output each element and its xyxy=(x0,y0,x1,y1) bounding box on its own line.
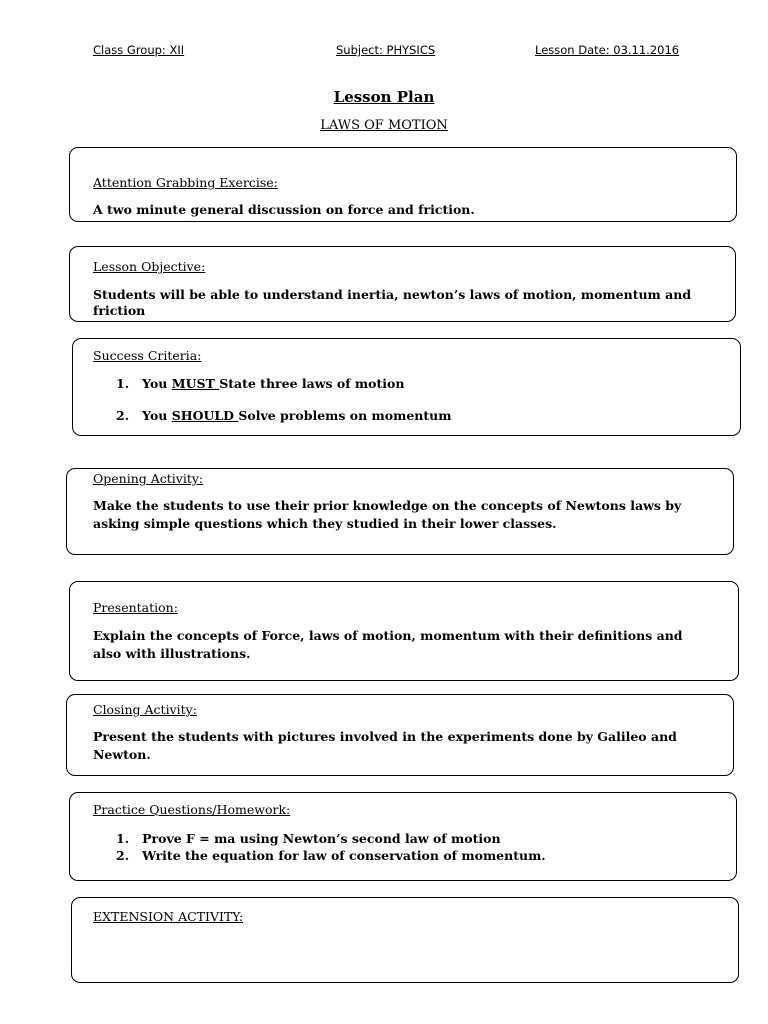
extension-heading: EXTENSION ACTIVITY: xyxy=(93,909,244,924)
presentation-box xyxy=(69,581,739,681)
list-number: 2. xyxy=(116,408,130,423)
success-box xyxy=(72,338,741,436)
opening-box xyxy=(66,468,734,555)
practice-box xyxy=(69,792,737,881)
practice-heading: Practice Questions/Homework: xyxy=(93,802,291,817)
practice-item-2 xyxy=(116,847,546,864)
lesson-date-label: Lesson Date: 03.11.2016 xyxy=(535,43,680,57)
presentation-text-line-2: also with illustrations. xyxy=(93,646,251,661)
attention-text: A two minute general discussion on force and friction. xyxy=(93,202,475,217)
list-number: 1. xyxy=(116,376,130,391)
practice-item-1 xyxy=(116,830,501,847)
attention-box xyxy=(69,147,737,222)
objective-text-line-1: Students will be able to understand inertia, newton’s laws of motion, momentum and xyxy=(93,287,692,302)
success-heading: Success Criteria: xyxy=(93,348,202,363)
practice-item-text: Write the equation for law of conservation of momentum. xyxy=(142,848,546,863)
practice-item-text: Prove F = ma using Newton’s second law of motion xyxy=(142,831,501,846)
list-number: 2. xyxy=(116,848,130,863)
objective-heading: Lesson Objective: xyxy=(93,259,206,274)
subject-label: Subject: PHYSICS xyxy=(336,43,436,57)
closing-box xyxy=(66,694,734,776)
success-item-2 xyxy=(116,407,451,424)
attention-heading: Attention Grabbing Exercise: xyxy=(93,175,278,190)
success-item-keyword: SHOULD xyxy=(171,408,235,423)
page-title: Lesson Plan xyxy=(333,88,435,106)
objective-text-line-2: friction xyxy=(93,303,146,318)
success-item-keyword: MUST xyxy=(171,376,215,391)
presentation-text-line-1: Explain the concepts of Force, laws of motion, momentum with their definitions and xyxy=(93,628,683,643)
closing-text-line-2: Newton. xyxy=(93,747,151,762)
presentation-heading: Presentation: xyxy=(93,600,178,615)
success-item-1 xyxy=(116,375,404,392)
extension-box xyxy=(71,897,739,983)
opening-heading: Opening Activity: xyxy=(93,471,204,486)
page-subtitle: LAWS OF MOTION xyxy=(320,118,448,133)
objective-box xyxy=(69,246,736,322)
list-number: 1. xyxy=(116,831,130,846)
opening-text-line-2: asking simple questions which they studied in their lower classes. xyxy=(93,516,557,531)
opening-text-line-1: Make the students to use their prior knowledge on the concepts of Newtons laws by xyxy=(93,498,682,513)
success-item-prefix: You xyxy=(142,376,168,391)
class-group-label: Class Group: XII xyxy=(93,43,185,57)
closing-heading: Closing Activity: xyxy=(93,702,197,717)
closing-text-line-1: Present the students with pictures involved in the experiments done by Galileo and xyxy=(93,729,677,744)
success-item-prefix: You xyxy=(142,408,168,423)
success-item-text: State three laws of motion xyxy=(219,376,405,391)
success-item-text: Solve problems on momentum xyxy=(238,408,452,423)
